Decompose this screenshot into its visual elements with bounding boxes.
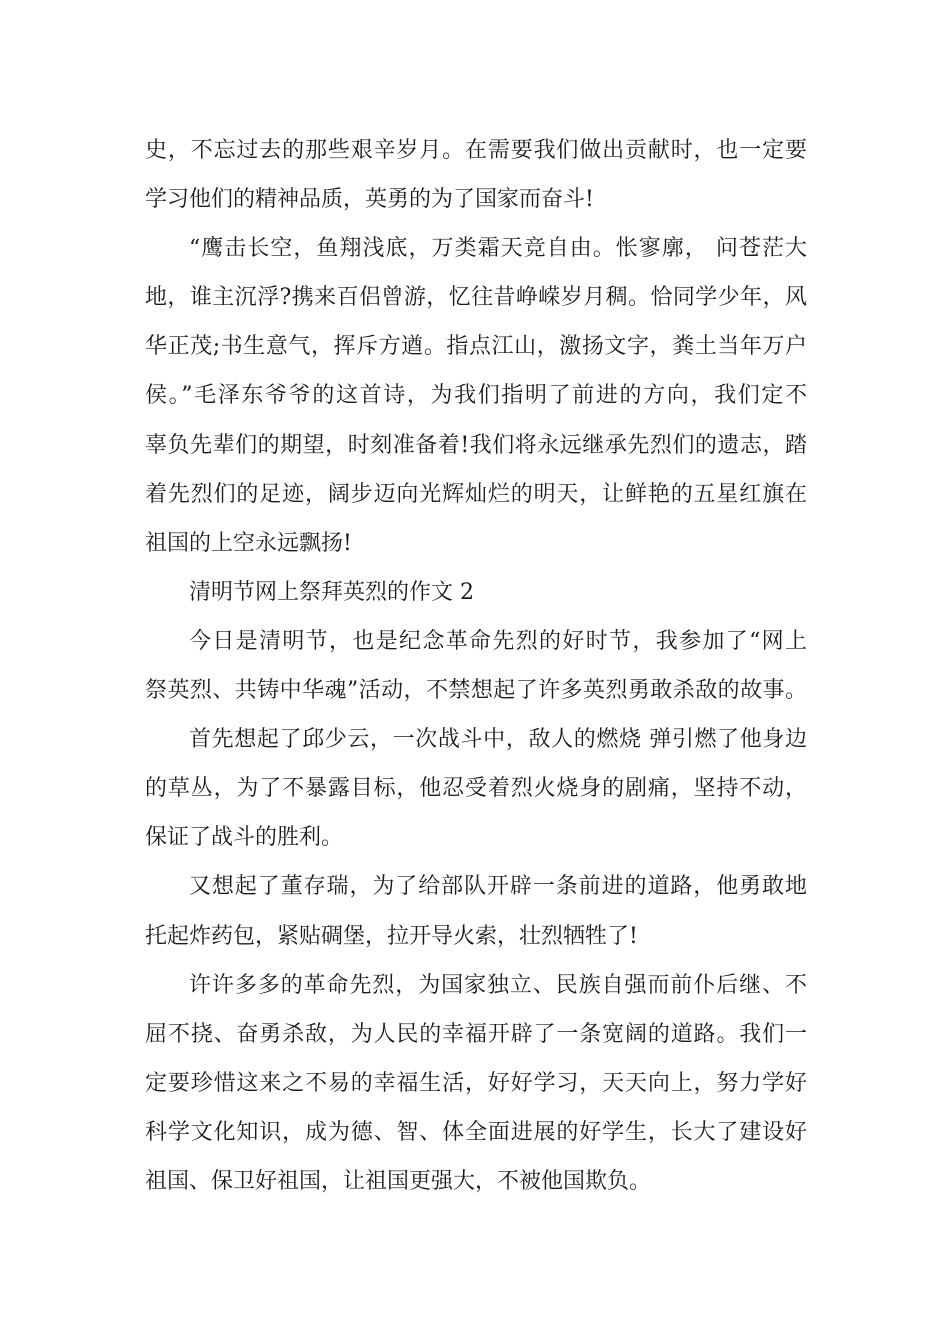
text-line: 华正茂;书生意气，挥斥方遒。指点江山，激扬文字，粪土当年万户	[145, 334, 807, 360]
document-body	[145, 126, 807, 1206]
text-line: 着先烈们的足迹，阔步迈向光辉灿烂的明天，让鲜艳的五星红旗在	[145, 481, 807, 507]
text-line: 屈不挠、奋勇杀敌，为人民的幸福开辟了一条宽阔的道路。我们一	[145, 1021, 807, 1047]
paragraph-start-line: 今日是清明节，也是纪念革命先烈的好时节，我参加了“网上	[189, 628, 807, 654]
text-line: 祖国、保卫好祖国，让祖国更强大，不被他国欺负。	[145, 1168, 652, 1194]
paragraph-start-line: 首先想起了邱少云，一次战斗中，敌人的燃烧 弹引燃了他身边	[189, 727, 807, 753]
text-line: 定要珍惜这来之不易的幸福生活，好好学习，天天向上，努力学好	[145, 1070, 807, 1096]
text-line: 地，谁主沉浮?携来百侣曾游，忆往昔峥嵘岁月稠。恰同学少年，风	[145, 285, 807, 311]
text-line: 祭英烈、共铸中华魂”活动，不禁想起了许多英烈勇敢杀敌的故事。	[145, 678, 807, 704]
text-line: 史，不忘过去的那些艰辛岁月。在需要我们做出贡献时，也一定要	[145, 138, 807, 163]
paragraph-start-line: 许许多多的革命先烈，为国家独立、民族自强而前仆后继、不	[189, 972, 807, 998]
text-line: 保证了战斗的胜利。	[145, 825, 344, 851]
text-line: 科学文化知识，成为德、智、体全面进展的好学生，长大了建设好	[145, 1119, 807, 1145]
paragraph-start-line: “鹰击长空，鱼翔浅底，万类霜天竞自由。怅寥廓， 问苍茫大	[189, 236, 807, 262]
text-line: 的草丛，为了不暴露目标，他忍受着烈火烧身的剧痛，坚持不动，	[145, 776, 807, 802]
text-line: 学习他们的精神品质，英勇的为了国家而奋斗!	[145, 187, 594, 213]
text-line: 托起炸药包，紧贴碉堡，拉开导火索，壮烈牺牲了!	[145, 923, 638, 949]
section-heading: 清明节网上祭拜英烈的作文 2	[189, 579, 474, 605]
text-line: 祖国的上空永远飘扬!	[145, 530, 352, 556]
paragraph-start-line: 又想起了董存瑞，为了给部队开辟一条前进的道路，他勇敢地	[189, 874, 807, 900]
text-line: 辜负先辈们的期望，时刻准备着!我们将永远继承先烈们的遗志，踏	[145, 432, 807, 458]
text-line: 侯。”毛泽东爷爷的这首诗，为我们指明了前进的方向，我们定不	[145, 383, 807, 409]
